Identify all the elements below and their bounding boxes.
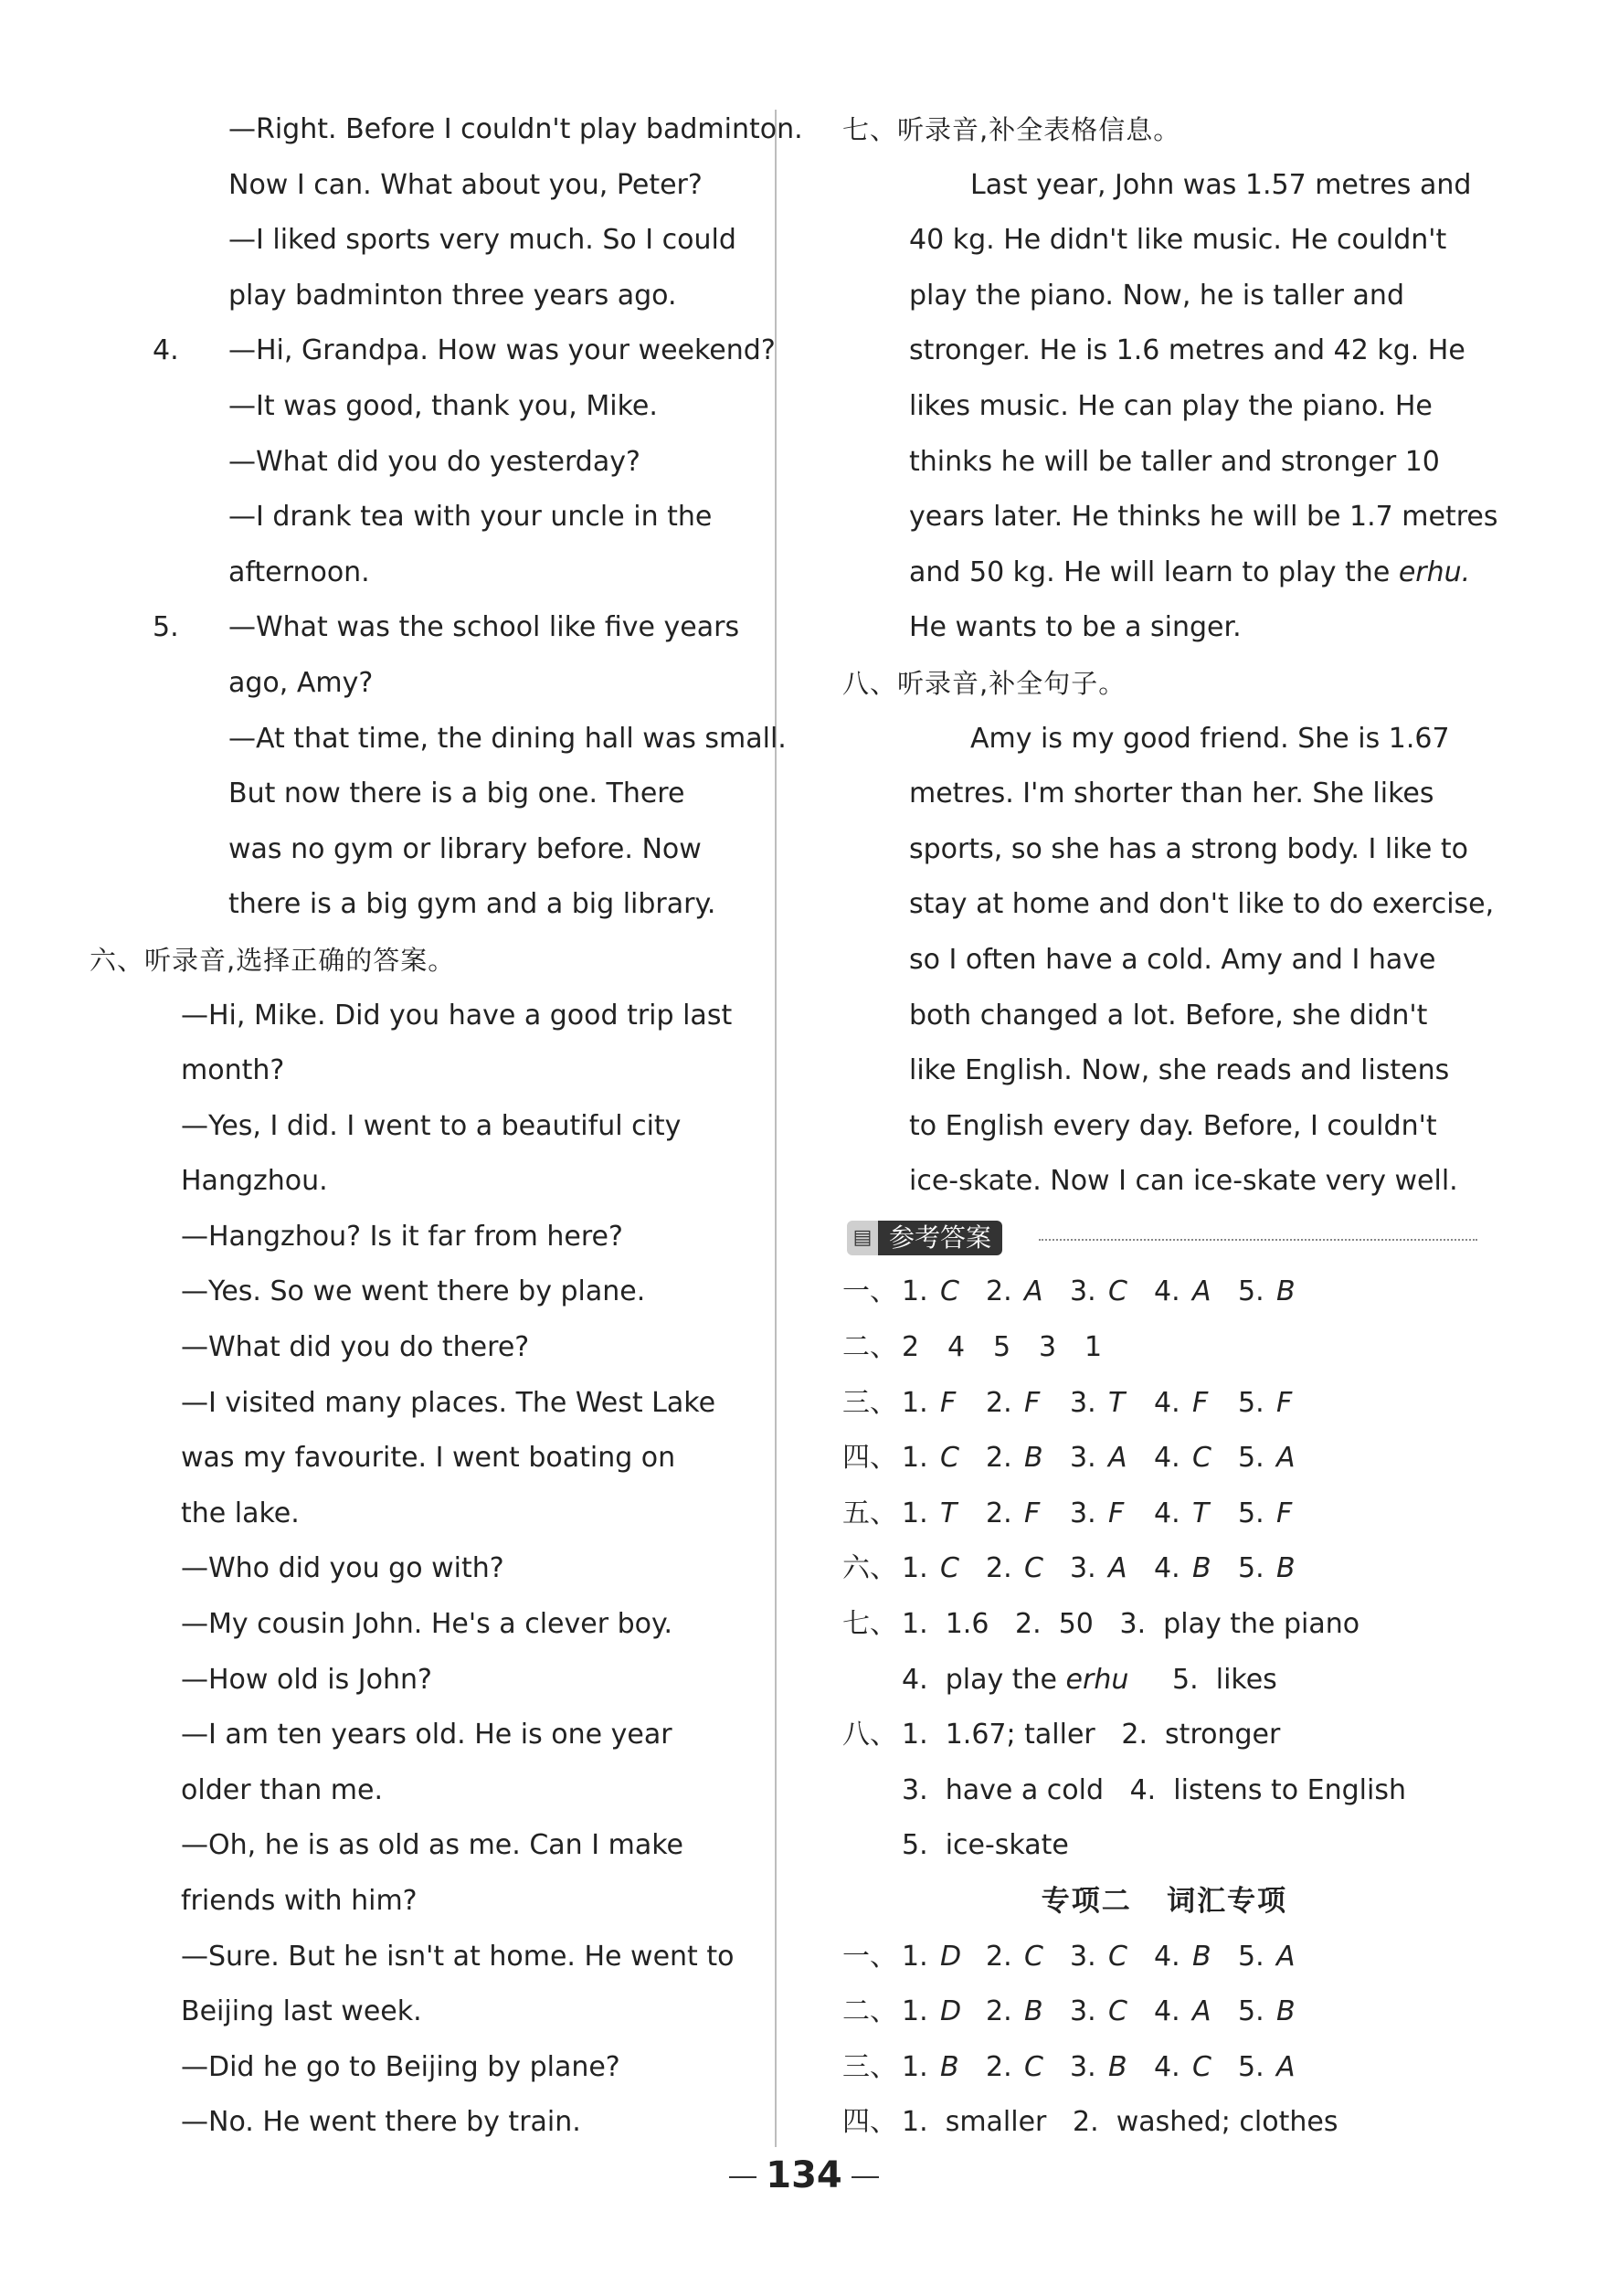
- answer-item: 3.: [1070, 1497, 1096, 1529]
- answer-item: 4.: [1154, 2050, 1180, 2083]
- answer-line: 3. have a cold 4. listens to English: [902, 1773, 1406, 1806]
- answer-text: 1. 1.67; taller 2. stronger: [902, 1719, 1281, 1751]
- answer-item: 2.: [986, 1386, 1012, 1419]
- answer-item: 3.: [1070, 2050, 1096, 2083]
- answer-item: 2.: [986, 1995, 1012, 2028]
- answer-item: B: [1276, 1552, 1296, 1585]
- dialog-line: [87, 323, 776, 379]
- answer-item: 4.: [1154, 1940, 1180, 1973]
- dialog-line: —Oh, he is as old as me. Can I make: [181, 1829, 683, 1862]
- answer-label: 三、: [842, 2050, 897, 2083]
- answer-item: B: [1192, 1552, 1211, 1585]
- dialog-line: —Sure. But he isn't at home. He went to: [181, 1940, 735, 1973]
- answer-text: 1. 1.6 2. 50 3. play the piano: [902, 1608, 1360, 1641]
- dialog-line: older than me.: [181, 1773, 383, 1806]
- italic-word: erhu: [1065, 1663, 1129, 1696]
- answer-item: 3.: [1070, 1552, 1096, 1585]
- answer-line: 5. ice-skate: [902, 1829, 1069, 1862]
- dialog-line: —Who did you go with?: [181, 1552, 504, 1585]
- dialog-line: Now I can. What about you, Peter?: [228, 168, 703, 201]
- passage-line: both changed a lot. Before, she didn't: [909, 999, 1428, 1032]
- passage-line: [842, 545, 1486, 601]
- answer-text: 5. likes: [1128, 1663, 1277, 1696]
- dialog-line: month?: [181, 1054, 285, 1087]
- answer-text: 4. play the: [902, 1663, 1066, 1696]
- book-icon: ▤: [847, 1221, 878, 1255]
- answer-item: B: [1108, 2050, 1127, 2083]
- answer-item: 5.: [1238, 1940, 1264, 1973]
- answer-line: [842, 1930, 1486, 1985]
- dialog-line: But now there is a big one. There: [228, 778, 685, 810]
- column-divider: [775, 110, 777, 2147]
- dialog-line: —Right. Before I couldn't play badminton.: [228, 113, 803, 145]
- answer-label: 五、: [842, 1497, 897, 1529]
- answer-item: 1.: [902, 1275, 928, 1308]
- answer-list-2: [842, 1930, 1486, 2096]
- answer-line: [842, 1597, 1486, 1653]
- answer-item: D: [940, 1940, 962, 1973]
- answer-label: 二、: [842, 1995, 897, 2028]
- answer-item: C: [1192, 2050, 1211, 2083]
- answer-item: 4.: [1154, 1275, 1180, 1308]
- answer-line: [842, 1431, 1486, 1487]
- answer-item: F: [1276, 1386, 1293, 1419]
- passage-line: stronger. He is 1.6 metres and 42 kg. He: [909, 334, 1465, 367]
- dialog-line: —I visited many places. The West Lake: [181, 1386, 716, 1419]
- answer-item: B: [940, 2050, 959, 2083]
- answer-line: [842, 1264, 1486, 1320]
- dialog-line: —I liked sports very much. So I could: [228, 224, 736, 257]
- answer-item: T: [1192, 1497, 1210, 1529]
- answer-badge-label: 参考答案: [878, 1221, 1002, 1255]
- answer-item: 1.: [902, 1442, 928, 1475]
- answer-item: F: [1108, 1497, 1125, 1529]
- answer-item: 5.: [1238, 1442, 1264, 1475]
- answer-item: C: [1024, 1552, 1043, 1585]
- section-title-7: 七、听录音,补全表格信息。: [842, 114, 1181, 145]
- answer-item: 3.: [1070, 1386, 1096, 1419]
- dialog-text: —Hi, Grandpa. How was your weekend?: [228, 334, 776, 367]
- passage-line: stay at home and don't like to do exercise,: [909, 888, 1495, 921]
- dialog-line: —Yes. So we went there by plane.: [181, 1275, 646, 1308]
- answer-line: [842, 1320, 1486, 1376]
- passage-line: likes music. He can play the piano. He: [909, 389, 1433, 422]
- answer-item: A: [1024, 1275, 1043, 1308]
- answer-label: 六、: [842, 1552, 897, 1585]
- answer-item: 1: [1084, 1331, 1103, 1364]
- answer-item: B: [1276, 1275, 1296, 1308]
- answer-item: 3.: [1070, 1275, 1096, 1308]
- answer-text: 1. smaller 2. washed; clothes: [902, 2106, 1338, 2139]
- answer-item: F: [1192, 1386, 1209, 1419]
- dialog-line: ago, Amy?: [228, 666, 374, 699]
- answer-item: F: [1024, 1497, 1041, 1529]
- answer-item: F: [940, 1386, 957, 1419]
- italic-word: erhu.: [1398, 555, 1471, 588]
- answer-label: 四、: [842, 2106, 897, 2139]
- answer-item: A: [1276, 1940, 1296, 1973]
- passage-line: 40 kg. He didn't like music. He couldn't: [909, 224, 1447, 257]
- answer-item: B: [1192, 1940, 1211, 1973]
- answer-label: 三、: [842, 1386, 897, 1419]
- dialog-line: —I am ten years old. He is one year: [181, 1719, 672, 1751]
- answer-line: [842, 1984, 1486, 2040]
- passage-line: Last year, John was 1.57 metres and: [970, 168, 1472, 201]
- answer-item: C: [1024, 2050, 1043, 2083]
- answer-line: [842, 1487, 1486, 1542]
- answer-item: T: [1108, 1386, 1126, 1419]
- answer-item: 1.: [902, 1552, 928, 1585]
- answer-item: 4.: [1154, 1497, 1180, 1529]
- item-number: 4.: [153, 334, 179, 367]
- passage-line: years later. He thinks he will be 1.7 metres: [909, 501, 1498, 534]
- answer-item: A: [1108, 1442, 1127, 1475]
- page-number-dash: [729, 2176, 756, 2178]
- answer-item: C: [940, 1442, 959, 1475]
- dialog-line: there is a big gym and a big library.: [228, 888, 716, 921]
- answer-item: 5.: [1238, 1995, 1264, 2028]
- passage-line: metres. I'm shorter than her. She likes: [909, 778, 1434, 810]
- answer-item: 5.: [1238, 1275, 1264, 1308]
- answer-line: [842, 1653, 1486, 1709]
- answer-item: 1.: [902, 1386, 928, 1419]
- dialog-line: Beijing last week.: [181, 1995, 422, 2028]
- dialog-line: —My cousin John. He's a clever boy.: [181, 1608, 672, 1641]
- answer-item: C: [940, 1275, 959, 1308]
- dialog-line: the lake.: [181, 1497, 300, 1529]
- answer-item: C: [940, 1552, 959, 1585]
- answer-item: C: [1108, 1940, 1127, 1973]
- passage-line: thinks he will be taller and stronger 10: [909, 445, 1440, 478]
- passage-line: Amy is my good friend. She is 1.67: [970, 722, 1450, 755]
- passage-line: like English. Now, she reads and listens: [909, 1054, 1450, 1087]
- answer-item: 2: [902, 1331, 920, 1364]
- answer-item: 2.: [986, 1497, 1012, 1529]
- answer-item: 5.: [1238, 1497, 1264, 1529]
- section-title-8: 八、听录音,补全句子。: [842, 667, 1127, 699]
- answer-item: 2.: [986, 1275, 1012, 1308]
- answer-item: 4.: [1154, 1552, 1180, 1585]
- answer-item: 5.: [1238, 2050, 1264, 2083]
- answer-line: [842, 1376, 1486, 1432]
- dialog-line: Hangzhou.: [181, 1165, 328, 1198]
- answer-item: 1.: [902, 1940, 928, 1973]
- dialog-line: —How old is John?: [181, 1663, 432, 1696]
- dotted-separator: [1039, 1239, 1477, 1241]
- dialog-line: —Hi, Mike. Did you have a good trip last: [181, 999, 733, 1032]
- passage-line: so I often have a cold. Amy and I have: [909, 943, 1436, 976]
- answer-item: 2.: [986, 1442, 1012, 1475]
- dialog-line: —Hangzhou? Is it far from here?: [181, 1220, 623, 1253]
- answer-item: 5: [993, 1331, 1011, 1364]
- answer-item: C: [1192, 1442, 1211, 1475]
- answer-item: 1.: [902, 1995, 928, 2028]
- answer-item: B: [1276, 1995, 1296, 2028]
- answer-line: [842, 1708, 1486, 1763]
- dialog-line: —Did he go to Beijing by plane?: [181, 2050, 620, 2083]
- answer-label: 二、: [842, 1331, 897, 1364]
- dialog-line: —At that time, the dining hall was small.: [228, 722, 787, 755]
- dialog-line: afternoon.: [228, 555, 370, 588]
- answer-item: 1.: [902, 2050, 928, 2083]
- answer-item: C: [1108, 1995, 1127, 2028]
- passage-line: ice-skate. Now I can ice-skate very well.: [909, 1165, 1458, 1198]
- dialog-line: [87, 600, 740, 656]
- dialog-text: —What was the school like five years: [228, 611, 740, 644]
- answer-item: 2.: [986, 1552, 1012, 1585]
- item-number: 5.: [153, 611, 179, 644]
- answer-line: [842, 1541, 1486, 1597]
- dialog-line: —I drank tea with your uncle in the: [228, 501, 713, 534]
- section-title: 六、听录音,选择正确的答案。: [90, 944, 456, 976]
- answer-item: B: [1024, 1442, 1043, 1475]
- dialog-line: —What did you do there?: [181, 1331, 530, 1364]
- dialog-line: —No. He went there by train.: [181, 2106, 581, 2139]
- answer-label: 一、: [842, 1940, 897, 1973]
- answer-item: D: [940, 1995, 962, 2028]
- answer-item: 3: [1039, 1331, 1057, 1364]
- answer-item: 2.: [986, 1940, 1012, 1973]
- dialog-line: —What did you do yesterday?: [228, 445, 640, 478]
- answer-item: A: [1276, 1442, 1296, 1475]
- answer-item: 4.: [1154, 1442, 1180, 1475]
- answer-line: [842, 2040, 1486, 2096]
- answer-item: 4: [947, 1331, 966, 1364]
- answer-header: [842, 1210, 1486, 1265]
- page-number-dash: [852, 2176, 879, 2178]
- dialog-line: friends with him?: [181, 1885, 418, 1917]
- answer-item: C: [1024, 1940, 1043, 1973]
- dialog-line: was no gym or library before. Now: [228, 832, 702, 865]
- answer-line: [842, 2095, 1486, 2151]
- answer-item: B: [1024, 1995, 1043, 2028]
- answer-item: A: [1192, 1995, 1211, 2028]
- passage-line: play the piano. Now, he is taller and: [909, 279, 1404, 312]
- answer-list-1: [842, 1264, 1486, 1597]
- answer-item: T: [940, 1497, 957, 1529]
- passage-text: and 50 kg. He will learn to play the: [909, 555, 1391, 588]
- answer-item: F: [1024, 1386, 1041, 1419]
- answer-label: 七、: [842, 1608, 897, 1641]
- passage-line: sports, so she has a strong body. I like to: [909, 832, 1468, 865]
- answer-item: 5.: [1238, 1552, 1264, 1585]
- dialog-line: was my favourite. I went boating on: [181, 1442, 676, 1475]
- dialog-line: —It was good, thank you, Mike.: [228, 389, 658, 422]
- dialog-line: play badminton three years ago.: [228, 279, 677, 312]
- dialog-line: —Yes, I did. I went to a beautiful city: [181, 1109, 682, 1142]
- answer-item: 4.: [1154, 1386, 1180, 1419]
- page-number-text: 134: [766, 2154, 842, 2196]
- answer-item: 5.: [1238, 1386, 1264, 1419]
- answer-item: A: [1108, 1552, 1127, 1585]
- answer-item: 3.: [1070, 1940, 1096, 1973]
- left-column: [87, 102, 803, 2151]
- answer-item: F: [1276, 1497, 1293, 1529]
- answer-label: 四、: [842, 1442, 897, 1475]
- answer-label: 八、: [842, 1719, 897, 1751]
- answer-label: 一、: [842, 1275, 897, 1308]
- passage-line: He wants to be a singer.: [909, 611, 1242, 644]
- page-number: [0, 2154, 1608, 2196]
- answer-item: 3.: [1070, 1995, 1096, 2028]
- answer-item: A: [1192, 1275, 1211, 1308]
- answer-item: 3.: [1070, 1442, 1096, 1475]
- answer-item: 1.: [902, 1497, 928, 1529]
- answer-item: 2.: [986, 2050, 1012, 2083]
- answer-badge: [847, 1221, 1002, 1255]
- topic-title: 专项二 词汇专项: [1041, 1885, 1288, 1918]
- answer-item: A: [1276, 2050, 1296, 2083]
- answer-item: 4.: [1154, 1995, 1180, 2028]
- right-column: [842, 102, 1498, 2151]
- passage-line: to English every day. Before, I couldn't: [909, 1109, 1437, 1142]
- answer-item: C: [1108, 1275, 1127, 1308]
